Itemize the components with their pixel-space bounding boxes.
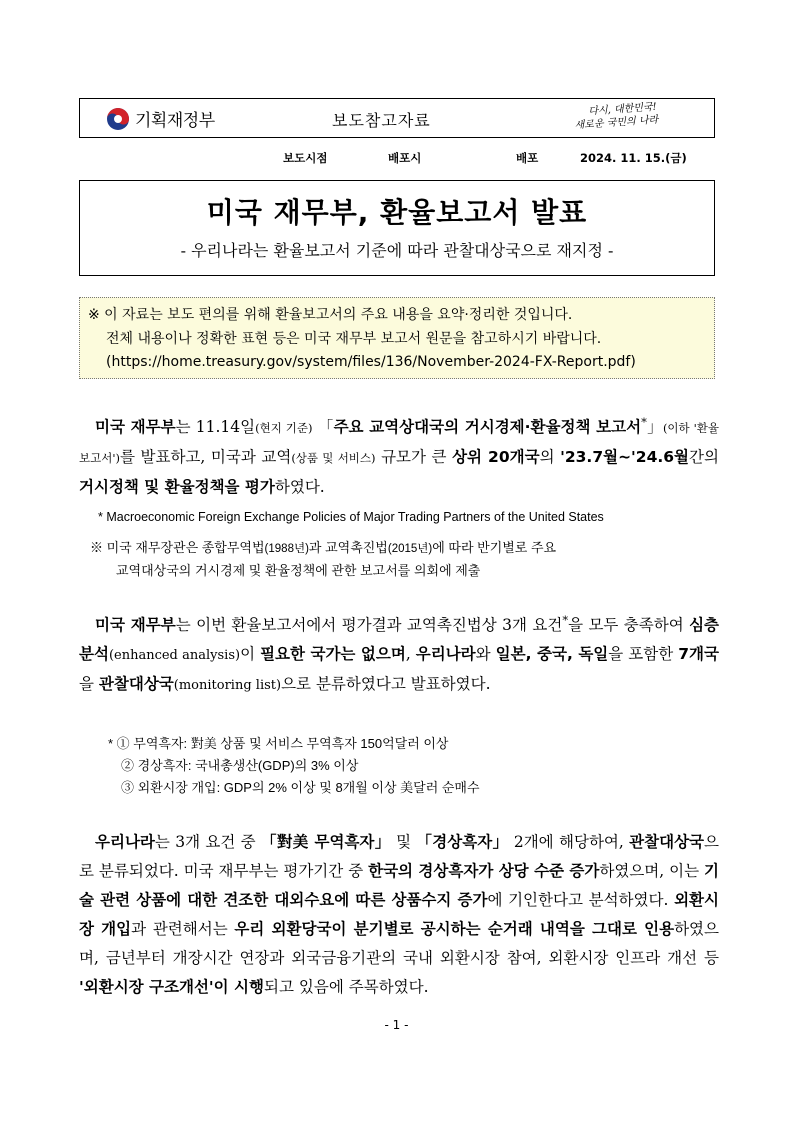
p2-s17: (monitoring list) [173, 678, 282, 694]
paragraph-2 [79, 606, 719, 700]
criteria-2-text: 경상흑자: 국내총생산(GDP)의 3% 이상 [137, 758, 359, 773]
p2-s11: 와 [475, 645, 496, 664]
criteria-2-marker: ② [121, 758, 138, 773]
taegeuk-logo-icon [106, 107, 130, 131]
p2-s10: 우리나라 [415, 645, 476, 664]
p3-s6: 2개에 해당하여, [508, 833, 630, 851]
slogan-line-1: 다시, 대한민국! [588, 101, 658, 118]
fn2-a: ※ 미국 재무장관은 종합무역법 [90, 540, 265, 555]
p2-s3: * [562, 613, 569, 627]
p2-s14: 7개국 [678, 645, 719, 664]
embargo-label: 보도시점 [283, 151, 328, 165]
date-label: 배포 [516, 151, 539, 165]
p2-s2: 는 이번 환율보고서에서 평가결과 교역촉진법상 3개 요건 [175, 616, 563, 635]
p3-s5: 「경상흑자」 [416, 833, 509, 851]
p1-s4: 「 [312, 418, 334, 437]
criteria-item-1 [108, 733, 480, 755]
p3-s9: 한국의 경상흑자가 상당 수준 증가 [368, 862, 600, 880]
p1-s17: 하였다. [274, 478, 325, 497]
slogan [557, 98, 688, 133]
p3-s7: 관찰대상국 [629, 833, 705, 851]
p3-s8: 으로 분류되었다. 미국 재무부는 평가기간 중 [79, 833, 720, 880]
criteria-1-marker: * ① [108, 736, 134, 751]
page-subtitle: - 우리나라는 환율보고서 기준에 따라 관찰대상국으로 재지정 - [180, 241, 614, 260]
footnote-1: * Macroeconomic Foreign Exchange Policies of Major Trading Partners of the United States [98, 510, 604, 524]
p2-s12: 일본, 중국, 독일 [495, 645, 609, 664]
fn2-b: (1988년) [264, 543, 309, 555]
p2-s9: , [405, 645, 416, 664]
p2-s1: 미국 재무부 [95, 616, 176, 635]
criteria-3-marker: ③ [121, 780, 138, 795]
p1-s1: 미국 재무부 [95, 418, 176, 437]
p1-s12: 상위 20개국 [452, 448, 540, 467]
page-number: - 1 - [384, 1018, 409, 1032]
criteria-item-3 [108, 777, 480, 799]
p3-s2: 는 3개 요건 중 [154, 833, 261, 851]
p1-s14: '23.7월~'24.6월 [560, 448, 690, 467]
p1-s3: (현지 기준) [255, 421, 313, 436]
fn2-c: 과 교역촉진법 [308, 540, 388, 555]
p3-s14: 과 관련해서는 [131, 920, 235, 938]
notice-line-1: ※ 이 자료는 보도 편의를 위해 환율보고서의 주요 내용을 요약·정리한 것입니다. [88, 307, 573, 323]
slogan-line-2: 새로운 국민의 나라 [574, 114, 659, 132]
p1-s2: 는 11.14일 [175, 418, 256, 437]
p2-s5: 심층분석 [79, 616, 720, 664]
p2-s16: 관찰대상국 [98, 675, 174, 694]
p2-s7: 이 [240, 645, 261, 664]
paragraph-3 [79, 828, 719, 1002]
p2-s13: 을 포함한 [608, 645, 679, 664]
p1-s13: 의 [539, 448, 561, 467]
p3-s4: 및 [390, 833, 417, 851]
p3-s12: 에 기인한다고 분석하였다. [487, 891, 675, 909]
criteria-item-2 [108, 755, 480, 777]
p3-s15: 우리 외환당국이 분기별로 공시하는 순거래 내역을 그대로 인용 [234, 920, 675, 938]
header-box [79, 98, 715, 138]
title-box [79, 180, 715, 276]
p1-s10: (상품 및 서비스) [291, 451, 376, 466]
p3-s18: 되고 있음에 주목하였다. [264, 978, 429, 996]
notice-box [79, 297, 715, 379]
criteria-3-text: 외환시장 개입: GDP의 2% 이상 및 8개월 이상 美달러 순매수 [137, 780, 480, 795]
distribute-label: 배포시 [388, 151, 422, 165]
ministry-name: 기획재정부 [135, 111, 215, 131]
ministry-logo [106, 106, 215, 131]
fn2-e: 에 따라 반기별로 주요 [432, 540, 557, 555]
p3-s13: 외환시장 개입 [79, 891, 719, 938]
p1-s5: 주요 교역상대국의 거시경제·환율정책 보고서 [333, 418, 642, 437]
p1-s7: 」 [646, 418, 663, 437]
p2-s6: (enhanced analysis) [108, 648, 241, 664]
p3-s17: '외환시장 구조개선'이 시행 [79, 978, 264, 996]
p2-s18: 으로 분류하였다고 발표하였다. [281, 675, 491, 694]
p1-s8: (이하 '환율보고서') [79, 421, 719, 466]
p3-s10: 하였으며, 이는 [599, 862, 705, 880]
fn2-d: (2015년) [387, 543, 433, 555]
p3-s1: 우리나라 [95, 833, 155, 851]
p2-s4: 을 모두 충족하여 [568, 616, 690, 635]
footnote-2 [90, 537, 720, 582]
p3-s16: 하였으며, 금년부터 개장시간 연장과 외국금융기관의 국내 외환시장 참여, 외환시장 인프라 개선 등 [79, 920, 719, 967]
p3-s3: 「對美 무역흑자」 [260, 833, 391, 851]
notice-line-2: 전체 내용이나 정확한 표현 등은 미국 재무부 보고서 원문을 참고하시기 바랍니다. [106, 330, 602, 347]
p2-s15: 을 [79, 675, 99, 694]
paragraph-1 [79, 408, 719, 502]
document-type: 보도참고자료 [332, 111, 431, 130]
release-date: 2024. 11. 15.(금) [580, 151, 687, 165]
fn2-f: 교역대상국의 거시경제 및 환율정책에 관한 보고서를 의회에 제출 [116, 563, 481, 578]
p1-s11: 규모가 큰 [375, 448, 453, 467]
p1-s15: 간의 [689, 448, 719, 467]
page-title: 미국 재무부, 환율보고서 발표 [206, 196, 588, 229]
p1-s16: 거시정책 및 환율정책을 평가 [79, 478, 275, 497]
p1-s9: 를 발표하고, 미국과 교역 [119, 448, 292, 467]
p1-s6: * [641, 415, 647, 429]
p2-s8: 필요한 국가는 없으며 [260, 645, 406, 664]
criteria-list [108, 733, 480, 799]
notice-url: (https://home.treasury.gov/system/files/136/November-2024-FX-Report.pdf) [106, 354, 636, 370]
p3-s11: 기술 관련 상품에 대한 견조한 대외수요에 따른 상품수지 증가 [79, 862, 720, 909]
criteria-1-text: 무역흑자: 對美 상품 및 서비스 무역흑자 150억달러 이상 [133, 736, 449, 751]
